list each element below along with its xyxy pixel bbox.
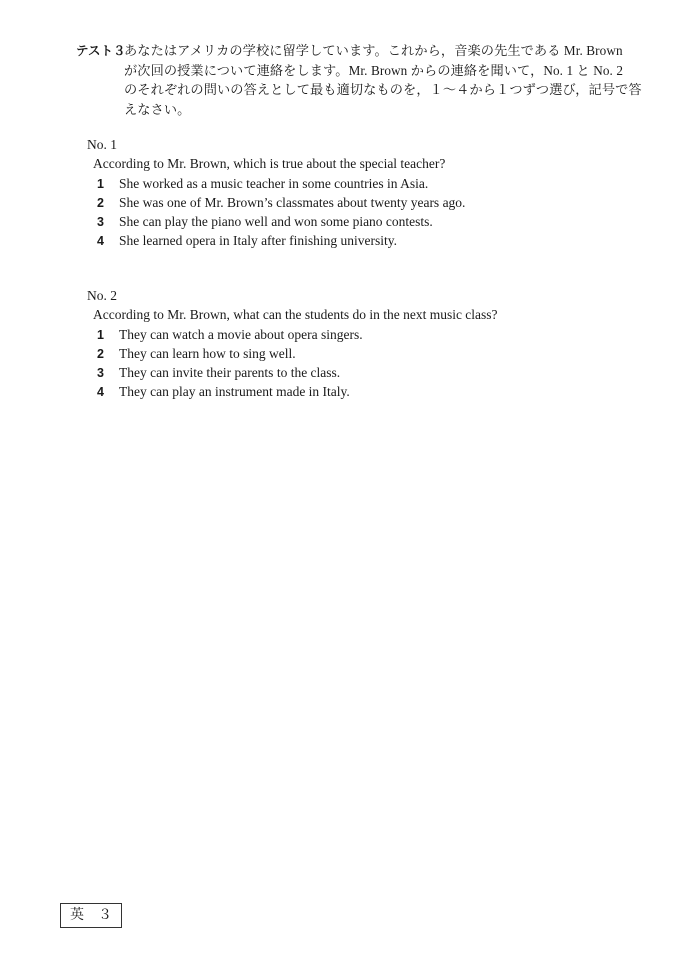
question-number: No. 2: [87, 288, 117, 303]
question-stem: According to Mr. Brown, what can the students do in the next music class?: [93, 307, 498, 322]
option-text: They can invite their parents to the class.: [119, 365, 341, 380]
option-number: 2: [97, 347, 104, 361]
option-text: They can learn how to sing well.: [119, 346, 296, 361]
instruction-line: のそれぞれの問いの答えとして最も適切なものを，１～４から１つずつ選び，記号で答: [124, 82, 642, 97]
option-text: She can play the piano well and won some piano contests.: [119, 214, 433, 229]
option-text: They can watch a movie about opera singers.: [119, 327, 363, 342]
option-number: 1: [97, 328, 104, 342]
answer-option: [97, 365, 340, 381]
option-number: 4: [97, 385, 104, 399]
option-number: 3: [97, 215, 104, 229]
answer-option: [97, 214, 433, 230]
answer-option: [97, 327, 363, 343]
question-number: No. 1: [87, 137, 117, 152]
question-stem: According to Mr. Brown, which is true about the special teacher?: [93, 156, 446, 171]
page-number-box: 英 ３: [60, 903, 122, 928]
option-number: 3: [97, 366, 104, 380]
instruction-line: えなさい。: [124, 101, 191, 117]
option-text: She was one of Mr. Brown’s classmates about twenty years ago.: [119, 195, 466, 210]
option-text: They can play an instrument made in Italy.: [119, 384, 350, 399]
instruction-line: あなたはアメリカの学校に留学しています。これから，音楽の先生である Mr. Brown: [124, 43, 623, 58]
answer-option: [97, 384, 350, 400]
option-number: 2: [97, 196, 104, 210]
instruction-line: が次回の授業について連絡をします。Mr. Brown からの連絡を聞いて，No. 1 と No. 2: [124, 62, 624, 78]
test-label: テスト３: [76, 43, 126, 58]
option-text: She worked as a music teacher in some countries in Asia.: [119, 176, 429, 191]
answer-option: [97, 233, 397, 249]
answer-option: [97, 176, 428, 192]
answer-option: [97, 195, 465, 211]
answer-option: [97, 346, 296, 362]
option-text: She learned opera in Italy after finishing university.: [119, 233, 398, 248]
option-number: 1: [97, 177, 104, 191]
option-number: 4: [97, 234, 104, 248]
